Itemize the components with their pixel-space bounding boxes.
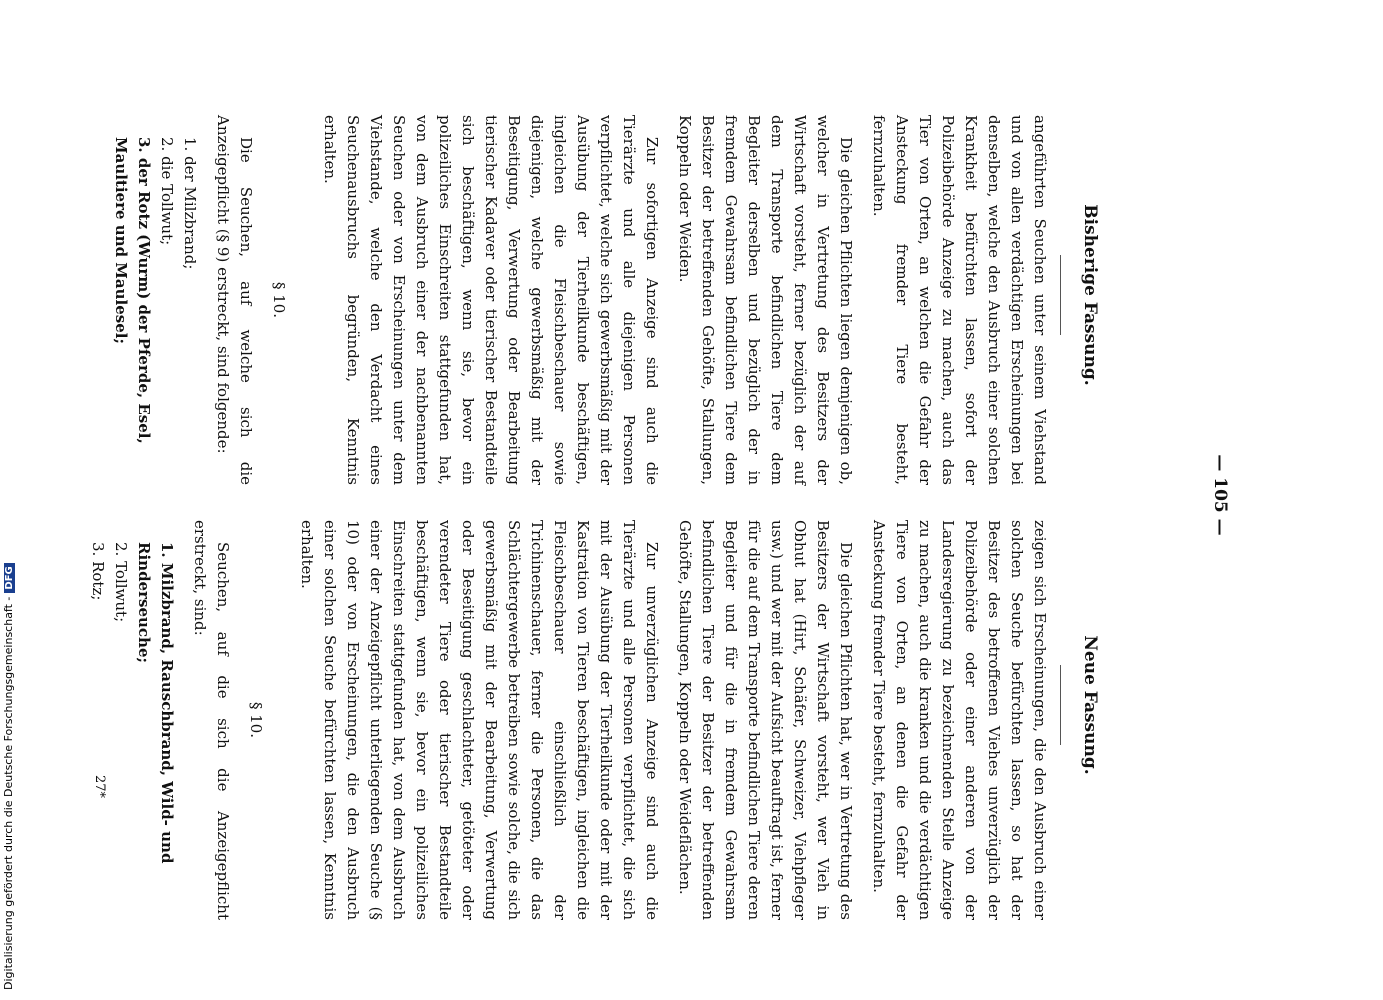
right-paragraph-3: Zur unverzüglichen Anzeige sind auch die Tierärzte und alle Personen verpflichtet, die sich mit der Ausübung der Tierheilkunde oder mit der Kastration von Tieren beschäftigen, ingleichen die Fleischbeschauer einschließlich der Trichinenschauer, ferner die Personen, die das Schlächtergewerbe betreiben sowie solche, die sich gewerbsmäßig mit der Bearbeitung, Verwertung oder Beseitigung geschlachteter, getöteter oder verendeter Tiere oder tierischer Bestandteile beschäftigen, wenn sie, bevor ein polizeiliches Einschreiten stattgefunden hat, von dem Ausbruch einer der Anzeigepflicht unterliegenden Seuche (§ 10) oder von Erscheinungen, die den Ausbruch einer solchen Seuche befürchten lassen, Kenntnis erhalten. xyxy=(298,520,661,920)
digitization-credit xyxy=(2,563,15,990)
left-column-title: Bisherige Fassung. xyxy=(1080,204,1100,386)
right-title-rule xyxy=(1060,665,1061,745)
credit-text: Digitalisierung gefördert durch die Deutsche Forschungsgemeinschaft - xyxy=(2,596,15,990)
right-section-heading: § 10. xyxy=(247,701,265,739)
left-column xyxy=(109,115,1051,485)
right-column-title: Neue Fassung. xyxy=(1080,635,1100,775)
left-paragraph-2: Die gleichen Pflichten liegen demjenigen ob, welcher in Vertretung des Besitzers der Wirtschaft vorsteht, ferner bezüglich der auf dem Transporte befindlichen Tiere dem Begleiter derselben und bezüglich der in fremdem Gewahrsam befindlichen Tiere dem Besitzer der betreffenden Gehöfte, Stallungen, Koppeln oder Weiden. xyxy=(676,115,855,485)
signature-mark: 27* xyxy=(92,775,107,799)
digitization-sidebar xyxy=(0,0,18,1000)
left-list xyxy=(109,137,201,485)
left-title-rule xyxy=(1060,255,1061,335)
right-column xyxy=(86,520,1051,920)
list-item: 1. der Milzbrand; xyxy=(181,137,199,270)
list-item: 1. Milzbrand, Rauschbrand, Wild- und Rinderseuche; xyxy=(135,542,176,864)
rotated-page xyxy=(0,15,1271,975)
dfg-logo-icon: DFG xyxy=(4,563,15,592)
list-item: 2. Tollwut; xyxy=(112,542,130,623)
left-paragraph-1: angeführten Seuchen unter seinem Viehstand und von allen verdächtigen Erscheinungen bei denselben, welche den Ausbruch einer solchen Krankheit befürchten lassen, sofort der Polizeibehörde Anzeige zu machen, auch das Tier von Orten, an welchen die Gefahr der Ansteckung fremder Tiere besteht, fernzuhalten. xyxy=(870,115,1049,485)
right-paragraph-4: Seuchen, auf die sich die Anzeigepflicht erstreckt, sind: xyxy=(191,520,232,920)
page-number: — 105 — xyxy=(1210,454,1230,536)
left-paragraph-4: Die Seuchen, auf welche sich die Anzeigepflicht (§ 9) erstreckt, sind folgende: xyxy=(214,115,255,485)
list-item: 3. der Rotz (Wurm) der Pferde, Esel, Maultiere und Maulesel; xyxy=(112,137,153,444)
right-paragraph-2: Die gleichen Pflichten hat, wer in Vertretung des Besitzers der Wirtschaft vorsteht, wer Vieh in Obhut hat (Hirt, Schäfer, Schweizer, Viehpfleger usw.) und wer mit der Aufsicht beauftragt ist, ferner für die auf dem Transporte befindlichen Tiere deren Begleiter und für die in fremdem Gewahrsam befindlichen Tiere der Besitzer der betreffenden Gehöfte, Stallungen, Koppeln oder Weideflächen. xyxy=(676,520,855,920)
right-paragraph-1: zeigen sich Erscheinungen, die den Ausbruch einer solchen Seuche befürchten lassen, so hat der Besitzer des betroffenen Viehes unverzüglich der Polizeibehörde oder einer anderen von der Landesregierung zu bezeichnenden Stelle Anzeige zu machen, auch die kranken und die verdächtigen Tiere von Orten, an denen die Gefahr der Ansteckung fremder Tiere besteht, fernzuhalten. xyxy=(870,520,1049,920)
list-item: 3. Rotz; xyxy=(89,542,107,601)
page-header xyxy=(1201,15,1231,975)
list-item: 2. die Tollwut; xyxy=(158,137,176,246)
left-section-heading: § 10. xyxy=(270,281,288,319)
right-list xyxy=(86,542,178,920)
left-paragraph-3: Zur sofortigen Anzeige sind auch die Tierärzte und alle diejenigen Personen verpflichtet, welche sich gewerbsmäßig mit der Ausübung der Tierheilkunde beschäftigen, ingleichen die Fleischbeschauer sowie diejenigen, welche gewerbsmäßig mit der Beseitigung, Verwertung oder Bearbeitung tierischer Kadaver oder tierischer Bestandteile sich beschäftigen, wenn sie, bevor ein polizeiliches Einschreiten stattgefunden hat, von dem Ausbruch einer der nachbenannten Seuchen oder von Erscheinungen unter dem Viehstande, welche den Verdacht eines Seuchenausbruchs begründen, Kenntnis erhalten. xyxy=(321,115,661,485)
